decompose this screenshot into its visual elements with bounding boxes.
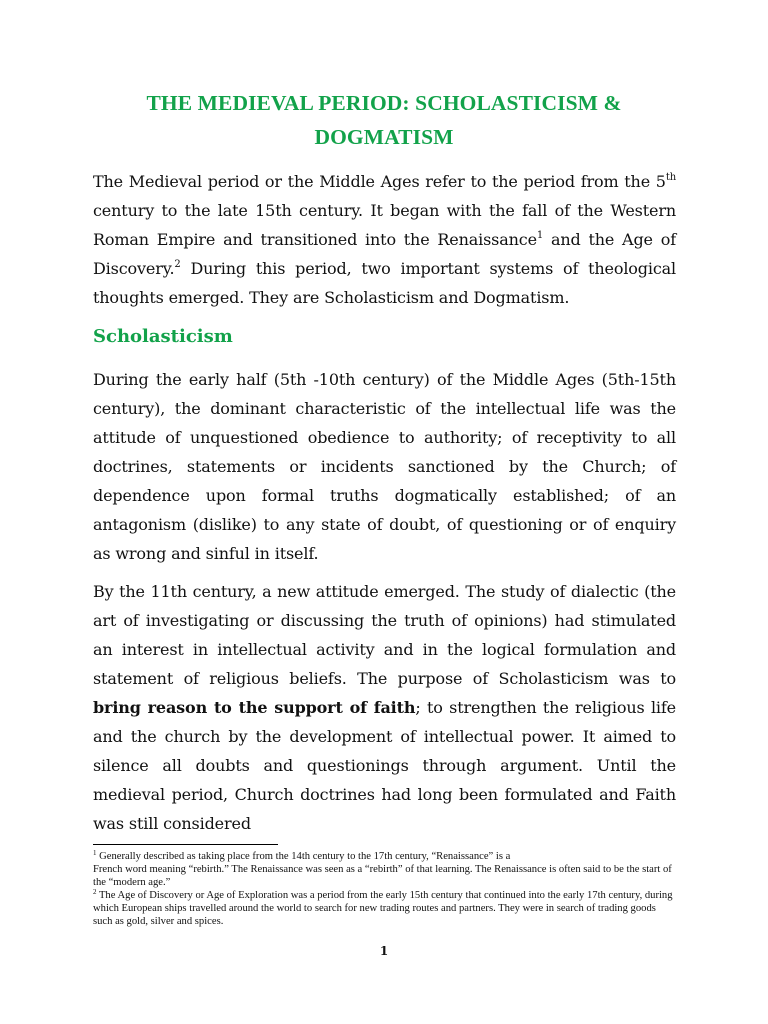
footnote-ref-2[interactable]: 2 bbox=[174, 259, 181, 270]
intro-text-1: The Medieval period or the Middle Ages refer to the period from the 5 bbox=[93, 172, 666, 191]
intro-text-3: and the Age of Discovery. bbox=[93, 230, 676, 278]
para3-text-after: ; to strengthen the religious life and the church by the development of intellectual power. It aimed to silence all doubts and questionings through argument. Until the medieval period, Church doctrines had long been formulated and Faith was still considered bbox=[93, 698, 676, 833]
page-title-line-2: DOGMATISM bbox=[314, 125, 454, 149]
footnote-1-continued bbox=[93, 863, 676, 889]
footnote-ref-1[interactable]: 1 bbox=[536, 230, 544, 241]
page-number: 1 bbox=[379, 944, 389, 958]
section-heading-scholasticism: Scholasticism bbox=[93, 326, 233, 347]
paragraph-11th-century bbox=[93, 577, 676, 838]
footnotes bbox=[93, 850, 676, 928]
page-title-line-1: THE MEDIEVAL PERIOD: SCHOLASTICISM & bbox=[146, 91, 622, 115]
paragraph-early-half: During the early half (5th -10th century) of the Middle Ages (5th-15th century), the dominant characteristic of the intellectual life was the attitude of unquestioned obedience to authority; of receptivity to all doctrines, statements or incidents sanctioned by the Church; of dependence upon formal truths dogmatically established; of an antagonism (dislike) to any state of doubt, of questioning or of enquiry as wrong and sinful in itself. bbox=[93, 370, 676, 563]
footnote-separator bbox=[93, 844, 278, 845]
intro-paragraph bbox=[93, 167, 676, 312]
footnote-1 bbox=[93, 850, 676, 863]
footnote-1-line-2: French word meaning “rebirth.” The Renaissance was seen as a “rebirth” of that learning. The Renaissance is often said to be the start of the “modern age.” bbox=[93, 864, 672, 888]
superscript-th: th bbox=[665, 172, 676, 183]
footnote-1-line-1: Generally described as taking place from the 14th century to the 17th century, “Renaissance” is a bbox=[96, 851, 511, 862]
para3-bold-phrase: bring reason to the support of faith bbox=[93, 698, 416, 717]
para3-text-before: By the 11th century, a new attitude emerged. The study of dialectic (the art of investigating or discussing the truth of opinions) had stimulated an interest in intellectual activity and in the logical formulation and statement of religious beliefs. The purpose of Scholasticism was to bbox=[93, 582, 676, 688]
intro-text-4: During this period, two important systems of theological thoughts emerged. They are Scholasticism and Dogmatism. bbox=[93, 259, 676, 307]
page-title bbox=[92, 86, 676, 154]
footnote-1-marker: 1 bbox=[93, 849, 97, 857]
footnote-2 bbox=[93, 889, 676, 928]
footnote-2-marker: 2 bbox=[93, 888, 97, 896]
footnote-2-text: The Age of Discovery or Age of Exploration was a period from the early 15th century that continued into the early 17th century, during which European ships travelled around the world to search for new trading routes and partners. They were in search of trading goods such as gold, silver and spices. bbox=[93, 890, 673, 927]
intro-text-2: century to the late 15th century. It began with the fall of the Western Roman Empire and transitioned into the Renaissance bbox=[93, 201, 676, 249]
